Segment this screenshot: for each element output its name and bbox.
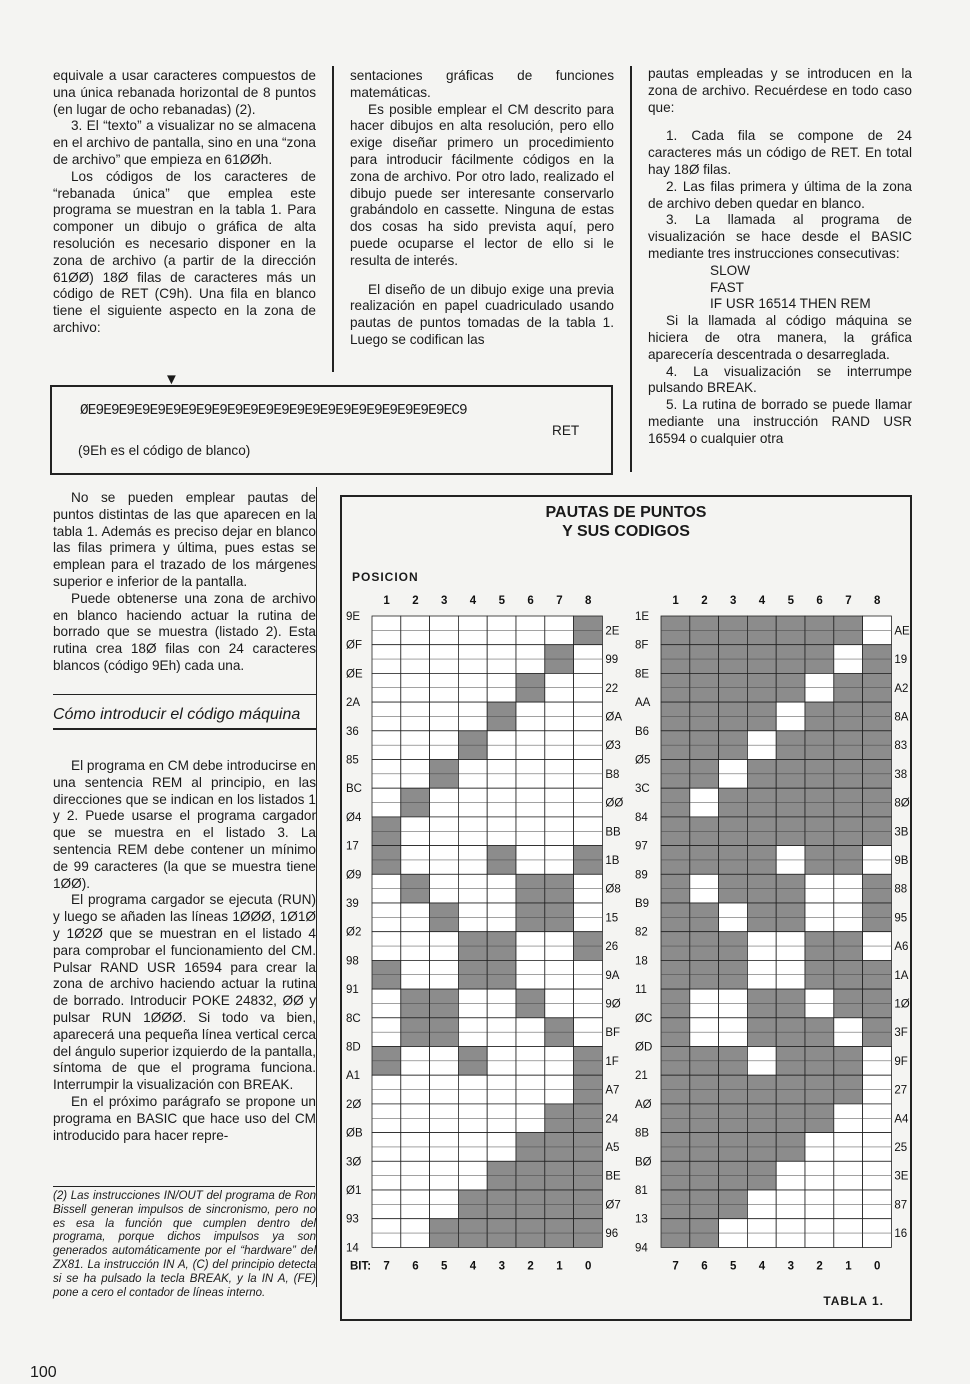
left-grid-left-code: 17 — [346, 840, 359, 853]
left-grid-right-code: 2E — [605, 625, 620, 638]
right-grid-bit-label: 6 — [701, 1260, 708, 1273]
left-grid-left-code: 8C — [346, 1012, 361, 1025]
right-grid-right-code: 1A — [894, 969, 909, 982]
right-grid-left-code: 18 — [635, 955, 648, 968]
column-divider — [316, 487, 317, 1287]
left-grid-bit-label: 0 — [585, 1260, 592, 1273]
blank-row-code-box — [50, 385, 613, 475]
left-grid-bit-label: 4 — [469, 1260, 477, 1273]
left-grid-right-code: 24 — [605, 1113, 619, 1126]
blank-row-code: ØE9E9E9E9E9E9E9E9E9E9E9E9E9E9E9E9E9E9E9E9E9E9E9EC9 — [80, 403, 467, 419]
right-grid-left-code: 82 — [635, 926, 648, 939]
left-grid-right-code: 96 — [605, 1228, 619, 1241]
right-grid-left-code: 13 — [635, 1213, 648, 1226]
left-grid-left-code: 93 — [346, 1213, 359, 1226]
right-grid-left-code: 94 — [635, 1242, 648, 1255]
right-grid-bit-label: 3 — [787, 1260, 795, 1273]
code-slow: SLOW — [710, 262, 751, 278]
col3-paragraph-7: 5. La rutina de borrado se puede llamar mediante una instrucción RAND USR 16594 o cualquier otra — [648, 397, 912, 446]
right-grid-left-code: ØD — [635, 1041, 653, 1054]
col2-paragraph-1: sentaciones gráficas de funciones matemáticas. — [350, 68, 614, 100]
right-grid-left-code: 21 — [635, 1070, 648, 1083]
table-caption: TABLA 1. — [823, 1294, 884, 1308]
right-grid-left-code: 89 — [635, 869, 648, 882]
col2-paragraph-2: Es posible emplear el CM descrito para hacer dibujos en alta resolución, pero ello exige diseñar primero un procedimiento para introducir fácilmente códigos en la zona de archivo. Por otro lado, realizado el dibujo puede ser interesante conservarlo grabándolo en cassette. Ninguna de estas dos cosas ha sido prevista aquí, pero puede ocuparse el lector de ello si le resulta de interés. — [350, 101, 614, 268]
right-grid-bit-label: 5 — [730, 1260, 737, 1273]
right-grid-right-code: AE — [894, 625, 910, 638]
right-grid-position-label: 1 — [672, 595, 679, 607]
right-grid-left-code: B9 — [635, 898, 650, 910]
col5-paragraph-1: El programa en CM debe introducirse en una sentencia REM al principio, en las direcciones que se indican en los listados 1 y 2. Puede usarse el programa cargador que se muestra en el listado 3. La sentencia REM debe contener un mínimo de 99 caracteres (la que se muestra tiene 1ØØ). — [53, 758, 316, 891]
bit-label: BIT: — [350, 1260, 372, 1273]
left-grid-bit-label: 5 — [441, 1260, 448, 1273]
col2-paragraph-3: El diseño de un dibujo exige una previa realización en papel cuadriculado usando pautas de puntos tomadas de la tabla 1. Luego se codifican las — [350, 281, 614, 347]
left-grid-left-code: Ø1 — [346, 1185, 362, 1197]
right-grid-right-code: 8Ø — [894, 797, 910, 810]
column-2 — [350, 68, 614, 349]
left-grid-bit-label: 6 — [412, 1260, 419, 1273]
col3-paragraph-2: 1. Cada fila se compone de 24 caracteres más un código de RET. En total hay 18Ø filas. — [648, 128, 912, 177]
left-grid-right-code: 22 — [605, 682, 619, 695]
left-grid-position-label: 4 — [469, 595, 477, 607]
left-grid-position-label: 2 — [412, 595, 419, 607]
left-grid-left-code: 14 — [346, 1242, 359, 1255]
col3-paragraph-4: 3. La llamada al programa de visualización se hace desde el BASIC mediante tres instrucciones consecutivas: — [648, 212, 912, 261]
right-grid-right-code: A2 — [894, 682, 909, 695]
page-number: 100 — [30, 1364, 57, 1381]
right-grid-left-code: 8E — [635, 668, 650, 681]
right-grid-position-label: 5 — [787, 595, 795, 607]
right-grid-left-code: 3C — [635, 783, 650, 796]
left-grid-right-code: 1B — [605, 854, 620, 867]
column-4 — [53, 490, 316, 675]
right-grid-left-code: Ø5 — [635, 754, 651, 767]
left-grid-left-code: 2A — [346, 697, 361, 710]
left-grid-position-label: 1 — [383, 595, 390, 607]
arrow-down-icon: ▼ — [164, 371, 179, 388]
left-grid-left-code: 39 — [346, 898, 359, 910]
right-grid-position-label: 8 — [874, 595, 881, 607]
left-grid-left-code: ØF — [346, 639, 362, 652]
left-grid-bit-label: 1 — [556, 1260, 563, 1273]
right-grid-left-code: 97 — [635, 840, 648, 853]
left-grid-left-code: BC — [346, 783, 362, 796]
footnote: (2) Las instrucciones IN/OUT del programa de Ron Bissell generan impulsos de sincronismo, pero no es esa la función que cumplen dentro del programa, porque dichos impulsos ya son generados automáticamente por el “hardware” del ZX81. La instrucción IN A, (C) del principio detecta si se ha pulsado la tecla BREAK, y la IN A, (FE) pone a cero el contador de líneas interno. — [53, 1190, 316, 1299]
right-grid-right-code: 9F — [894, 1055, 908, 1068]
right-grid-position-label: 2 — [701, 595, 708, 607]
left-grid-bit-label: 3 — [498, 1260, 506, 1273]
left-grid-position-label: 6 — [527, 595, 534, 607]
left-grid-left-code: 91 — [346, 984, 359, 997]
left-grid-right-code: A5 — [605, 1141, 620, 1154]
right-grid-right-code: 3F — [894, 1027, 908, 1040]
table-title-line-2: Y SUS CODIGOS — [562, 523, 690, 540]
column-divider — [332, 66, 334, 372]
col1-paragraph-3: Los códigos de los caracteres de “rebanada única” que emplea este programa se muestran en la tabla 1. Para componer un dibujo o gráfica de alta resolución es necesario disponer en la zona de archivo (a partir de la dirección 61ØØ) 18Ø filas de caracteres más un código de RET (C9h). Una fila en blanco tiene el siguiente aspecto en la zona de archivo: — [53, 168, 316, 335]
left-grid-right-code: 99 — [605, 654, 619, 667]
left-grid-right-code: B8 — [605, 768, 620, 781]
right-grid-right-code: 25 — [894, 1141, 908, 1154]
right-grid-right-code: 95 — [894, 912, 908, 925]
col5-paragraph-2: El programa cargador se ejecuta (RUN) y luego se añaden las líneas 1ØØØ, 1Ø1Ø y 1Ø2Ø que se muestran en el listado 4 para comprobar el funcionamiento del CM. Pulsar RAND USR 16594 para crear la zona de archivo haciendo actuar la rutina de borrado. Introducir POKE 24832, ØØ y pulsar RUN 1ØØØ. Si todo va bien, aparecerá una pequeña línea vertical cerca del ángulo superior izquierdo de la pantalla, síntoma de que el programa funciona. Interrumpir la visualización con BREAK. — [53, 892, 316, 1093]
column-5 — [53, 758, 316, 1144]
right-grid-position-label: 3 — [730, 595, 737, 607]
left-grid-right-code: BB — [605, 826, 621, 839]
right-grid-right-code: 9B — [894, 854, 909, 867]
col3-paragraph-1: pautas empleadas y se introducen en la zona de archivo. Recuérdese en todo caso que: — [648, 66, 912, 115]
table-title-line-1: PAUTAS DE PUNTOS — [545, 504, 707, 521]
left-grid-left-code: Ø2 — [346, 926, 362, 939]
right-grid-right-code: 3E — [894, 1170, 909, 1183]
right-grid-left-code: 8B — [635, 1127, 650, 1140]
column-1 — [53, 68, 316, 337]
right-grid-bit-label: 1 — [845, 1260, 852, 1273]
left-grid-left-code: 3Ø — [346, 1156, 362, 1169]
left-grid-right-code: 15 — [605, 912, 619, 925]
col4-paragraph-1: No se pueden emplear pautas de puntos distintas de las que aparecen en la tabla 1. Además es preciso dejar en blanco las filas primera y última, pues estas se emplean para el trazado de los márgenes superior e inferior de la pantalla. — [53, 490, 316, 589]
section-title: Cómo introducir el código máquina — [53, 706, 316, 730]
left-grid-left-code: ØB — [346, 1127, 363, 1140]
right-grid-bit-label: 7 — [672, 1260, 679, 1273]
left-grid-right-code: ØA — [605, 711, 623, 724]
right-grid-bit-label: 4 — [758, 1260, 766, 1273]
right-grid-left-code: B6 — [635, 725, 650, 738]
footnote-rule — [53, 1186, 315, 1187]
right-grid-right-code: 19 — [894, 654, 908, 667]
left-grid-bit-label: 7 — [383, 1260, 390, 1273]
left-grid-right-code: 9A — [605, 969, 620, 982]
right-grid-left-code: AØ — [635, 1098, 652, 1111]
left-grid-position-label: 3 — [441, 595, 448, 607]
left-grid-left-code: 36 — [346, 725, 359, 738]
left-grid-position-label: 8 — [585, 595, 592, 607]
right-grid-right-code: 83 — [894, 740, 908, 753]
left-grid-left-code: 85 — [346, 754, 359, 767]
left-grid-right-code: Ø8 — [605, 883, 621, 896]
left-grid-right-code: BF — [605, 1027, 621, 1040]
right-grid-position-label: 4 — [758, 595, 766, 607]
left-grid-left-code: ØE — [346, 668, 363, 681]
right-grid-right-code: 38 — [894, 768, 908, 781]
left-grid-left-code: Ø4 — [346, 811, 362, 824]
right-grid-left-code: 11 — [635, 984, 647, 997]
right-grid-right-code: 3B — [894, 826, 909, 839]
right-grid-left-code: BØ — [635, 1156, 652, 1169]
position-label: POSICION — [352, 570, 419, 584]
right-grid-right-code: 16 — [894, 1228, 908, 1241]
left-grid-bit-label: 2 — [527, 1260, 534, 1273]
ret-label: RET — [552, 423, 580, 438]
right-grid-left-code: 81 — [635, 1185, 648, 1197]
right-grid-right-code: 1Ø — [894, 998, 910, 1011]
col3-paragraph-5: Si la llamada al código máquina se hiciera de otra manera, la gráfica aparecería descentrada o desarreglada. — [648, 313, 912, 362]
code-if-usr: IF USR 16514 THEN REM — [710, 296, 871, 312]
right-grid-position-label: 7 — [845, 595, 852, 607]
left-grid-position-label: 5 — [498, 595, 506, 607]
right-grid-left-code: AA — [635, 697, 651, 710]
col3-paragraph-3: 2. Las filas primera y última de la zona de archivo deben quedar en blanco. — [648, 178, 912, 211]
column-divider — [630, 66, 632, 472]
right-grid-bit-label: 2 — [816, 1260, 823, 1273]
right-grid-right-code: A4 — [894, 1113, 909, 1126]
code-fast: FAST — [710, 279, 744, 295]
left-grid-left-code: 2Ø — [346, 1098, 362, 1111]
section-rule — [53, 694, 316, 695]
dot-pattern-table — [340, 495, 912, 1321]
left-grid-right-code: Ø7 — [605, 1199, 621, 1212]
right-grid-position-label: 6 — [816, 595, 823, 607]
left-grid-left-code: A1 — [346, 1070, 361, 1083]
right-grid-left-code: 8F — [635, 639, 649, 652]
right-grid-right-code: 88 — [894, 883, 908, 896]
left-grid-position-label: 7 — [556, 595, 563, 607]
right-grid-right-code: 8A — [894, 711, 909, 724]
right-grid-bit-label: 0 — [874, 1260, 881, 1273]
dot-grids — [342, 497, 910, 1319]
col1-paragraph-2: 3. El “texto” a visualizar no se almacena en el archivo de pantalla, sino en una “zona de archivo” que empieza en 61ØØh. — [53, 118, 316, 167]
left-grid-right-code: 9Ø — [605, 998, 621, 1011]
left-grid-left-code: Ø9 — [346, 869, 362, 882]
left-grid-right-code: ØØ — [605, 797, 624, 810]
blank-code-note: (9Eh es el código de blanco) — [78, 443, 251, 458]
right-grid-left-code: 1E — [635, 611, 650, 623]
left-grid-right-code: Ø3 — [605, 740, 621, 753]
col4-paragraph-2: Puede obtenerse una zona de archivo en blanco haciendo actuar la rutina de borrado que se muestra (listado 2). Esta rutina crea 18Ø filas con 24 caracteres blancos (código 9Eh) cada una. — [53, 590, 316, 673]
right-grid-right-code: 27 — [894, 1084, 908, 1097]
left-grid-right-code: 26 — [605, 941, 619, 954]
left-grid-left-code: 9E — [346, 611, 361, 623]
right-grid-right-code: A6 — [894, 941, 909, 954]
left-grid-right-code: A7 — [605, 1084, 620, 1097]
col3-paragraph-6: 4. La visualización se interrumpe pulsando BREAK. — [648, 363, 912, 396]
right-grid-left-code: 84 — [635, 811, 648, 824]
column-3 — [648, 66, 912, 448]
left-grid-left-code: 98 — [346, 955, 359, 968]
right-grid-right-code: 87 — [894, 1199, 908, 1212]
left-grid-right-code: BE — [605, 1170, 621, 1183]
right-grid-left-code: ØC — [635, 1012, 653, 1025]
col1-paragraph-1: equivale a usar caracteres compuestos de una única rebanada horizontal de 8 puntos (en lugar de ocho rebanadas) (2). — [53, 68, 316, 117]
left-grid-left-code: 8D — [346, 1041, 361, 1054]
col5-paragraph-3: En el próximo parágrafo se propone un programa en BASIC que hace uso del CM introducido para hacer repre- — [53, 1093, 316, 1143]
left-grid-right-code: 1F — [605, 1055, 619, 1068]
